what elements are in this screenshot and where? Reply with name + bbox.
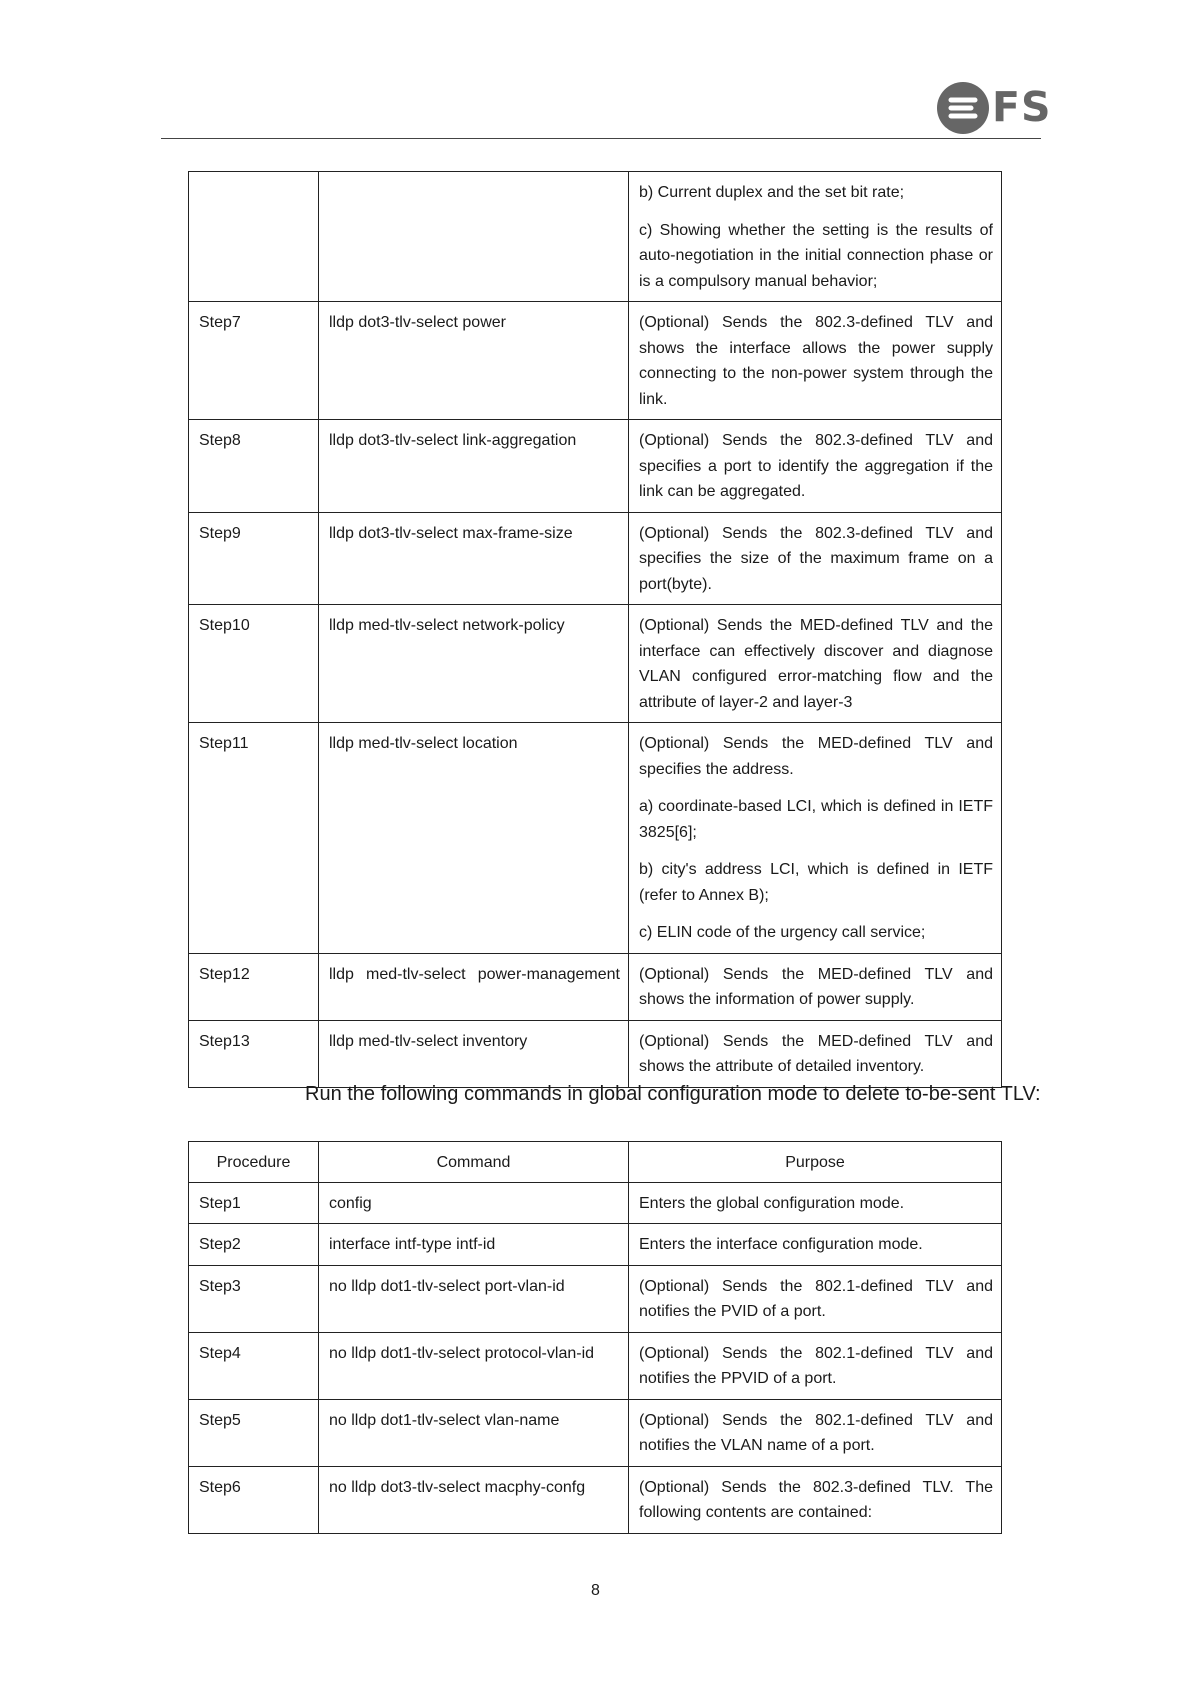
purpose-cell xyxy=(629,723,1002,954)
purpose-cell xyxy=(629,1399,1002,1466)
table-row xyxy=(189,172,1002,302)
procedure-cell: Step7 xyxy=(189,302,319,420)
command-cell: no lldp dot1-tlv-select port-vlan-id xyxy=(319,1265,629,1332)
table-row xyxy=(189,1332,1002,1399)
purpose-line: (Optional) Sends the 802.1-defined TLV and notifies the PPVID of a port. xyxy=(639,1344,993,1387)
purpose-cell xyxy=(629,172,1002,302)
procedure-cell: Step6 xyxy=(189,1466,319,1533)
command-cell: lldp dot3-tlv-select link-aggregation xyxy=(319,420,629,513)
page-number: 8 xyxy=(591,1582,600,1599)
purpose-line: (Optional) Sends the 802.3-defined TLV and shows the interface allows the power supply connecting to the non-power system through the link. xyxy=(639,314,993,408)
procedure-cell: Step9 xyxy=(189,512,319,605)
purpose-line: (Optional) Sends the 802.3-defined TLV. The following contents are contained: xyxy=(639,1478,993,1521)
table-row xyxy=(189,1265,1002,1332)
table-row xyxy=(189,1020,1002,1087)
purpose-line: (Optional) Sends the MED-defined TLV and the interface can effectively discover and diagnose VLAN configured error-matching flow and the attribute of layer-2 and layer-3 xyxy=(639,617,993,711)
procedure-cell: Step1 xyxy=(189,1182,319,1224)
purpose-line: c) ELIN code of the urgency call service; xyxy=(639,924,926,941)
command-cell xyxy=(319,172,629,302)
purpose-line: (Optional) Sends the MED-defined TLV and specifies the address. xyxy=(639,735,993,778)
purpose-line: c) Showing whether the setting is the results of auto-negotiation in the initial connection phase or is a compulsory manual behavior; xyxy=(639,221,993,290)
procedure-cell: Step11 xyxy=(189,723,319,954)
command-cell: config xyxy=(319,1182,629,1224)
purpose-line: (Optional) Sends the 802.1-defined TLV and notifies the PVID of a port. xyxy=(639,1277,993,1320)
intro-paragraph: Run the following commands in global configuration mode to delete to-be-sent TLV: xyxy=(305,1083,1041,1105)
purpose-line: b) Current duplex and the set bit rate; xyxy=(639,184,905,201)
purpose-cell xyxy=(629,1466,1002,1533)
table-row xyxy=(189,953,1002,1020)
purpose-cell xyxy=(629,420,1002,513)
procedure-cell: Step5 xyxy=(189,1399,319,1466)
procedure-cell: Step12 xyxy=(189,953,319,1020)
table-row xyxy=(189,512,1002,605)
table-row xyxy=(189,723,1002,954)
table-row xyxy=(189,605,1002,723)
purpose-line: (Optional) Sends the MED-defined TLV and shows the attribute of detailed inventory. xyxy=(639,1032,993,1075)
purpose-line: Enters the global configuration mode. xyxy=(639,1194,905,1212)
command-cell: lldp med-tlv-select network-policy xyxy=(319,605,629,723)
table-row xyxy=(189,1399,1002,1466)
procedure-cell: Step13 xyxy=(189,1020,319,1087)
procedure-cell: Step4 xyxy=(189,1332,319,1399)
purpose-cell xyxy=(629,953,1002,1020)
purpose-cell xyxy=(629,1265,1002,1332)
table-row xyxy=(189,302,1002,420)
command-cell: lldp med-tlv-select location xyxy=(319,723,629,954)
purpose-cell xyxy=(629,512,1002,605)
purpose-line: (Optional) Sends the 802.3-defined TLV and specifies the size of the maximum frame on a port(byte). xyxy=(639,524,993,593)
procedure-cell: Step8 xyxy=(189,420,319,513)
command-cell: lldp dot3-tlv-select max-frame-size xyxy=(319,512,629,605)
purpose-line: (Optional) Sends the 802.1-defined TLV and notifies the VLAN name of a port. xyxy=(639,1411,993,1454)
purpose-line: b) city's address LCI, which is defined in IETF (refer to Annex B); xyxy=(639,861,993,904)
purpose-cell xyxy=(629,1224,1002,1266)
tlv-select-table-continued xyxy=(188,171,1002,1088)
fs-logo xyxy=(936,80,1052,136)
table-row xyxy=(189,1224,1002,1266)
purpose-line: Enters the interface configuration mode. xyxy=(639,1236,923,1253)
column-header-procedure: Procedure xyxy=(189,1142,319,1183)
purpose-cell xyxy=(629,302,1002,420)
fs-logo-mark-icon xyxy=(936,80,990,136)
purpose-line: (Optional) Sends the MED-defined TLV and shows the information of power supply. xyxy=(639,965,993,1008)
purpose-cell xyxy=(629,1020,1002,1087)
column-header-command: Command xyxy=(319,1142,629,1183)
table-row xyxy=(189,1182,1002,1224)
procedure-cell: Step2 xyxy=(189,1224,319,1266)
procedure-cell: Step10 xyxy=(189,605,319,723)
command-cell: no lldp dot1-tlv-select vlan-name xyxy=(319,1399,629,1466)
table-header-row xyxy=(189,1142,1002,1183)
table-row xyxy=(189,420,1002,513)
command-cell: no lldp dot1-tlv-select protocol-vlan-id xyxy=(319,1332,629,1399)
procedure-cell xyxy=(189,172,319,302)
purpose-line: a) coordinate-based LCI, which is defined in IETF 3825[6]; xyxy=(639,798,993,841)
purpose-cell xyxy=(629,1182,1002,1224)
command-cell: interface intf-type intf-id xyxy=(319,1224,629,1266)
logo-text: FS xyxy=(992,83,1052,131)
purpose-cell xyxy=(629,605,1002,723)
delete-tlv-table xyxy=(188,1141,1002,1534)
purpose-cell xyxy=(629,1332,1002,1399)
command-cell: lldp med-tlv-select inventory xyxy=(319,1020,629,1087)
procedure-cell: Step3 xyxy=(189,1265,319,1332)
table-row xyxy=(189,1466,1002,1533)
purpose-line: (Optional) Sends the 802.3-defined TLV and specifies a port to identify the aggregation if the link can be aggregated. xyxy=(639,432,993,500)
command-cell: lldp med-tlv-select power-management xyxy=(319,953,629,1020)
command-cell: lldp dot3-tlv-select power xyxy=(319,302,629,420)
command-cell: no lldp dot3-tlv-select macphy-confg xyxy=(319,1466,629,1533)
column-header-purpose: Purpose xyxy=(629,1142,1002,1183)
header-rule xyxy=(161,138,1041,139)
